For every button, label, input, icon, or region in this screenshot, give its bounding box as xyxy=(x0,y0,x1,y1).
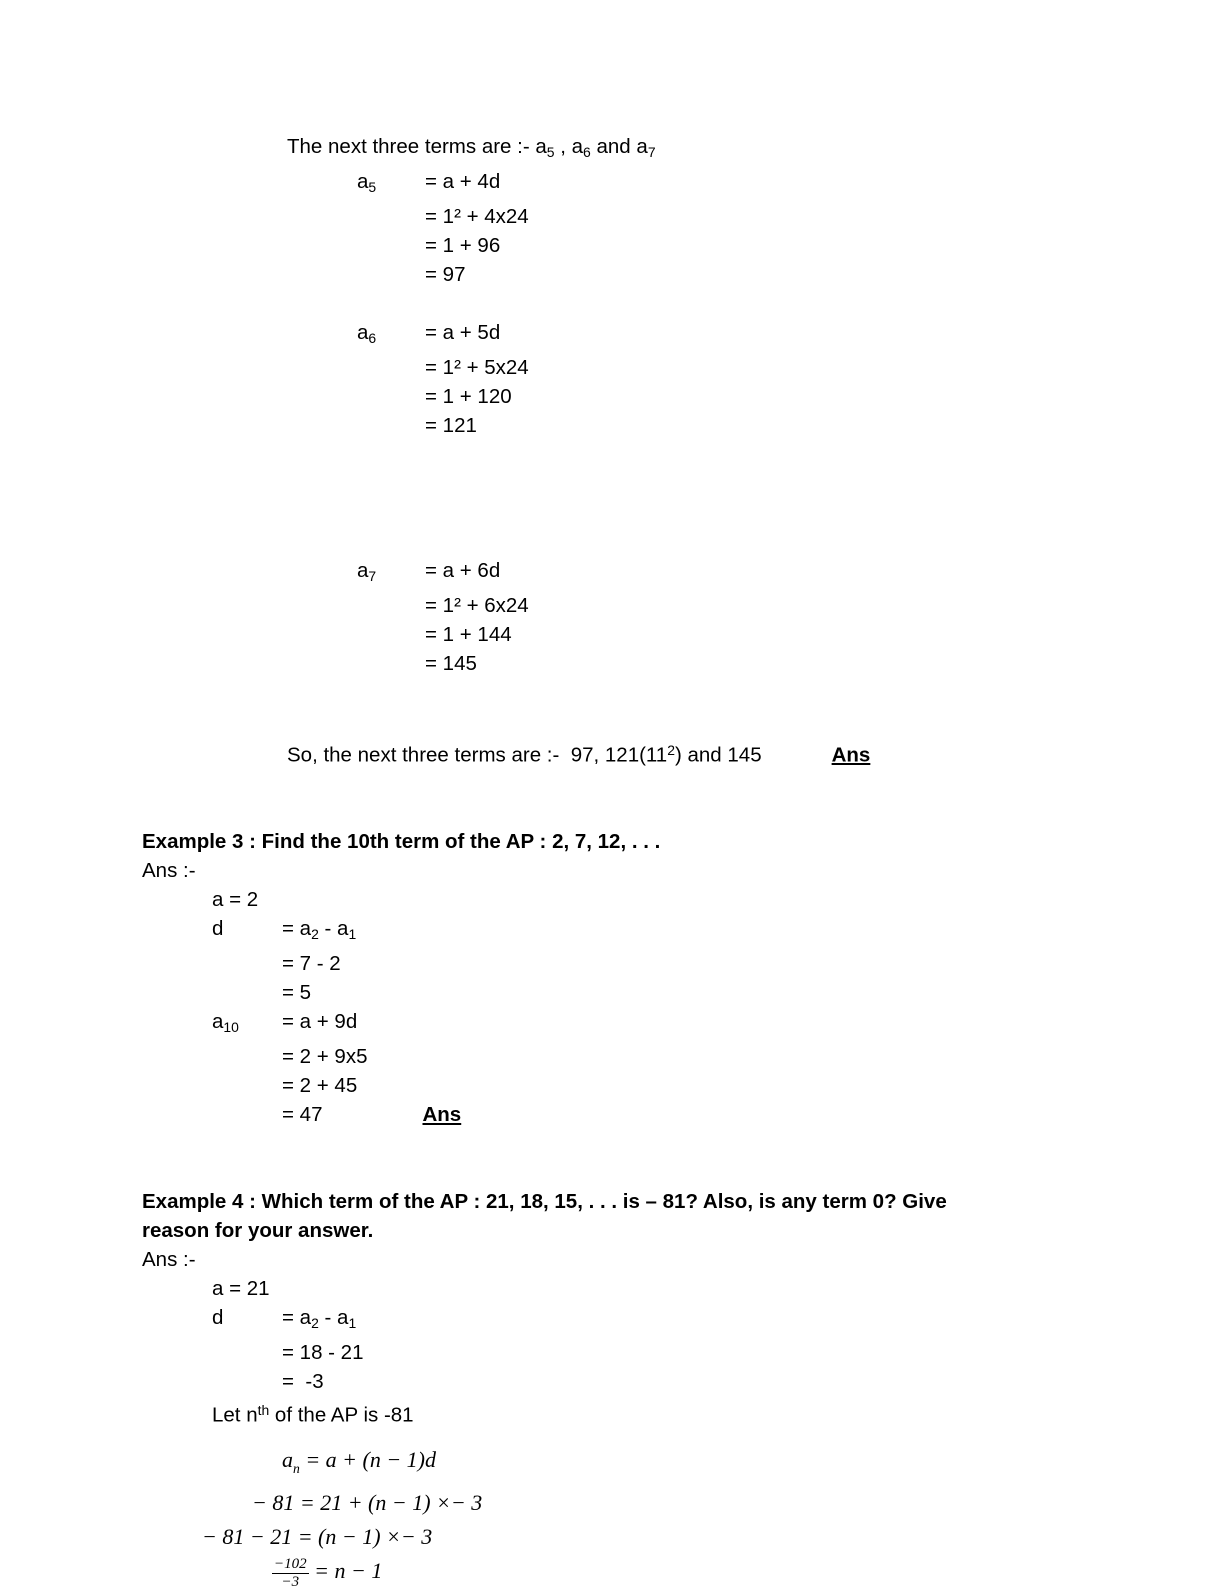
term-a5-label-sub: 5 xyxy=(368,178,377,195)
example4-d-line-1-sub1: 2 xyxy=(311,1314,319,1331)
example3-a10-label xyxy=(212,1007,282,1042)
next-terms-intro-prefix: The next three terms are :- a xyxy=(287,135,547,158)
example3-a10-line-4 xyxy=(282,1100,1082,1129)
term-a7-label-sub: 7 xyxy=(368,567,377,584)
example4-heading-line2-text: reason for your answer. xyxy=(142,1218,374,1242)
term-a6-label xyxy=(357,318,425,353)
example4-d-line-1-mid: - a xyxy=(318,1305,349,1329)
term-a6-row xyxy=(142,318,1082,353)
term-a6-line-1: = a + 5d xyxy=(425,320,501,344)
spacer-6 xyxy=(142,1429,1082,1443)
example3-a10-line-1: = a + 9d xyxy=(282,1009,358,1033)
term-a6-line-4-text: = 121 xyxy=(425,413,477,437)
example3-a10-line-3 xyxy=(282,1071,1082,1100)
term-a5-line-4-text: = 97 xyxy=(425,262,466,286)
example4-math-line-1-sub: n xyxy=(293,1460,300,1476)
example3-heading-text: Example 3 : Find the 10th term of the AP : 2, 7, 12, . . . xyxy=(142,829,661,853)
ans-label-example3: Ans xyxy=(422,1102,462,1126)
example3-a10-line-2-text: = 2 + 9x5 xyxy=(282,1044,368,1068)
example3-d-line-1-sub2: 1 xyxy=(348,925,357,942)
example4-let-prefix: Let n xyxy=(212,1402,258,1426)
example4-d-line-2-text: = 18 - 21 xyxy=(282,1340,364,1364)
example4-d-line-1-sub2: 1 xyxy=(348,1314,357,1331)
example4-math-line-1 xyxy=(282,1443,1082,1486)
example3-heading xyxy=(142,827,1082,856)
example3-a-line xyxy=(212,885,1082,914)
term-a5-line-1: = a + 4d xyxy=(425,169,501,193)
term-a6-line-4 xyxy=(425,411,1082,440)
example3-d-label: d xyxy=(212,916,224,940)
next-terms-sub-7: 7 xyxy=(647,143,656,160)
example3-a10-row xyxy=(142,1007,1082,1042)
example4-d-line-3-text: = -3 xyxy=(282,1369,324,1393)
example3-d-line-3-text: = 5 xyxy=(282,980,312,1004)
spacer-3 xyxy=(142,678,1082,736)
example4-d-line-3 xyxy=(282,1367,1082,1396)
term-a6-line-2-text: = 1² + 5x24 xyxy=(425,355,529,379)
spacer-4 xyxy=(142,769,1082,827)
example4-math-line-1-base: a xyxy=(282,1446,293,1472)
example4-math-line-3-text: − 81 − 21 = (n − 1) ×− 3 xyxy=(202,1523,433,1549)
term-a5-line-2-text: = 1² + 4x24 xyxy=(425,204,529,228)
example3-a10-label-sub: 10 xyxy=(223,1018,239,1035)
example3-d-line-2 xyxy=(282,949,1082,978)
example4-math-line-3 xyxy=(202,1520,1082,1554)
example4-a-line xyxy=(212,1274,1082,1303)
example3-ans-intro-text: Ans :- xyxy=(142,858,196,882)
example4-math-fraction-line xyxy=(272,1554,1082,1591)
fraction-rest: = n − 1 xyxy=(308,1557,383,1583)
example4-a-line-text: a = 21 xyxy=(212,1276,270,1300)
example3-d-line-1-sub1: 2 xyxy=(311,925,319,942)
example3-d-line-2-text: = 7 - 2 xyxy=(282,951,341,975)
next-terms-sub-6: 6 xyxy=(583,143,591,160)
next-terms-sub-5: 5 xyxy=(546,143,555,160)
example3-a10-line-4-text: = 47 xyxy=(282,1102,323,1126)
example4-let-suffix: of the AP is -81 xyxy=(269,1402,414,1426)
example4-math-line-2 xyxy=(252,1486,1082,1520)
fraction-denominator: −3 xyxy=(281,1574,300,1591)
next-terms-intro xyxy=(287,132,1082,167)
term-a7-line-4-text: = 145 xyxy=(425,651,477,675)
example4-heading-line2 xyxy=(142,1216,1082,1245)
conclusion-sup: 2 xyxy=(667,741,675,758)
spacer-1 xyxy=(142,289,1082,318)
term-a5-line-3-text: = 1 + 96 xyxy=(425,233,501,257)
example3-d-line-1-prefix: = a xyxy=(282,916,312,940)
example4-math-line-1-rest: = a + (n − 1)d xyxy=(299,1446,437,1472)
term-a7-label-base: a xyxy=(357,558,369,582)
example4-d-line-2 xyxy=(282,1338,1082,1367)
example4-ans-intro-text: Ans :- xyxy=(142,1247,196,1271)
example3-d-line-1 xyxy=(282,917,356,940)
example3-a10-line-3-text: = 2 + 45 xyxy=(282,1073,358,1097)
term-a6-line-2 xyxy=(425,353,1082,382)
term-a6-line-3 xyxy=(425,382,1082,411)
spacer-5 xyxy=(142,1129,1082,1187)
term-a7-line-2 xyxy=(425,591,1082,620)
term-a7-line-1: = a + 6d xyxy=(425,558,501,582)
conclusion-suffix: ) and 145 xyxy=(674,742,762,766)
ans-label-top: Ans xyxy=(831,742,871,766)
example4-d-row xyxy=(142,1303,1082,1338)
example4-d-label: d xyxy=(212,1305,224,1329)
term-a6-label-base: a xyxy=(357,320,369,344)
fraction xyxy=(272,1556,309,1591)
term-a5-line-3 xyxy=(425,231,1082,260)
example4-let-sup: th xyxy=(257,1401,270,1418)
example3-a10-line-2 xyxy=(282,1042,1082,1071)
document-content xyxy=(142,132,1082,1591)
term-a7-line-3-text: = 1 + 144 xyxy=(425,622,512,646)
example3-d-line-1-mid: - a xyxy=(318,916,349,940)
spacer-2 xyxy=(142,440,1082,527)
example3-d-row xyxy=(142,914,1082,949)
conclusion-prefix: So, the next three terms are :- 97, 121(11 xyxy=(287,742,668,766)
example3-d-line-3 xyxy=(282,978,1082,1007)
term-a7-line-4 xyxy=(425,649,1082,678)
term-a5-label-base: a xyxy=(357,169,369,193)
conclusion-line xyxy=(287,736,1082,769)
spacer-2b xyxy=(142,527,1082,556)
next-terms-mid-1: , a xyxy=(554,135,584,158)
term-a5-label xyxy=(357,167,425,202)
example4-d-line-1 xyxy=(282,1306,356,1329)
term-a7-row xyxy=(142,556,1082,591)
next-terms-mid-2: and a xyxy=(590,135,648,158)
term-a7-label xyxy=(357,556,425,591)
term-a5-line-2 xyxy=(425,202,1082,231)
term-a5-line-4 xyxy=(425,260,1082,289)
example3-a-line-text: a = 2 xyxy=(212,887,259,911)
example3-ans-intro xyxy=(142,856,1082,885)
example4-d-line-1-prefix: = a xyxy=(282,1305,312,1329)
term-a7-line-2-text: = 1² + 6x24 xyxy=(425,593,529,617)
term-a6-line-3-text: = 1 + 120 xyxy=(425,384,512,408)
example4-math-line-2-text: − 81 = 21 + (n − 1) ×− 3 xyxy=(252,1489,483,1515)
term-a6-label-sub: 6 xyxy=(368,329,377,346)
example4-heading-line1 xyxy=(142,1187,1082,1216)
example4-let-line xyxy=(212,1396,1082,1429)
term-a7-line-3 xyxy=(425,620,1082,649)
example4-ans-intro xyxy=(142,1245,1082,1274)
example3-a10-label-base: a xyxy=(212,1009,224,1033)
term-a5-row xyxy=(142,167,1082,202)
fraction-numerator: −102 xyxy=(272,1556,309,1574)
example4-heading-line1-text: Example 4 : Which term of the AP : 21, 18, 15, . . . is – 81? Also, is any term 0? Give xyxy=(142,1189,947,1213)
